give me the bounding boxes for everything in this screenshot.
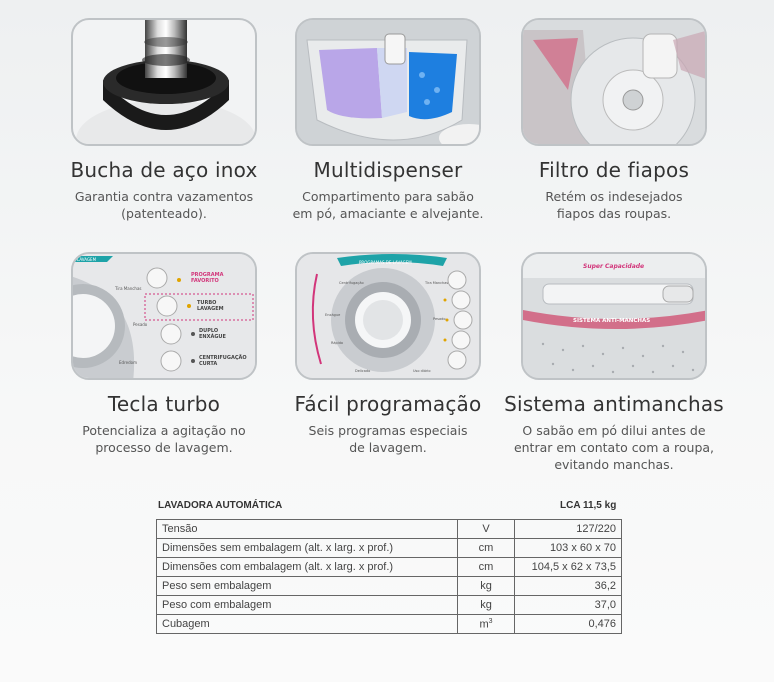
spec-unit-sup: 3	[488, 617, 493, 625]
feature-title: Multidispenser	[313, 158, 463, 182]
table-row	[157, 520, 622, 539]
spec-unit: cm	[458, 539, 515, 558]
prog-dial-label: Uso diário	[413, 369, 431, 373]
turbo-btn-duplo: DUPLO ENXÁGUE	[199, 328, 226, 340]
turbo-header: LAVAGEM	[77, 257, 97, 262]
anti-band-text: SISTEMA ANTI-MANCHAS	[573, 318, 651, 324]
filtro-image	[521, 18, 707, 146]
spec-table	[156, 519, 622, 634]
table-row	[157, 615, 622, 634]
table-row	[157, 558, 622, 577]
prog-dial-label: Tira Manchas	[425, 281, 449, 285]
turbo-btn-centrif: CENTRIFUGAÇÃO CURTA	[199, 355, 247, 367]
turbo-panel-image	[71, 252, 257, 380]
spec-value: 127/220	[515, 520, 622, 539]
spec-label: Tensão	[157, 520, 458, 539]
feature-title: Tecla turbo	[107, 392, 221, 416]
turbo-btn-favorito: PROGRAMA FAVORITO	[191, 272, 224, 284]
dispenser-image	[295, 18, 481, 146]
spec-value: 0,476	[515, 615, 622, 634]
spec-value: 36,2	[515, 577, 622, 596]
spec-value: 104,5 x 62 x 73,5	[515, 558, 622, 577]
spec-unit-base: m	[479, 618, 489, 631]
table-row	[157, 539, 622, 558]
spec-label: Dimensões com embalagem (alt. x larg. x prof.)	[157, 558, 458, 577]
bucha-image	[71, 18, 257, 146]
feature-filtro	[494, 18, 734, 222]
spec-label: Cubagem	[157, 615, 458, 634]
prog-dial-label: Centrifugação	[339, 281, 364, 285]
feature-title: Fácil programação	[294, 392, 482, 416]
feature-desc: Seis programas especiais de lavagem.	[308, 423, 468, 455]
spec-value: 103 x 60 x 70	[515, 539, 622, 558]
feature-title: Filtro de fiapos	[538, 158, 690, 182]
prog-dial-label: Enxágue	[325, 313, 341, 317]
spec-label: Peso com embalagem	[157, 596, 458, 615]
feature-antimanchas	[494, 252, 734, 473]
feature-title: Bucha de aço inox	[70, 158, 258, 182]
turbo-dial-label: Pesado	[133, 322, 148, 327]
spec-unit: V	[458, 520, 515, 539]
feature-desc: Garantia contra vazamentos (patenteado).	[74, 189, 254, 221]
spec-label: Peso sem embalagem	[157, 577, 458, 596]
turbo-btn-turbo: TURBO LAVAGEM	[197, 300, 224, 312]
spec-model: LCA 11,5 kg	[560, 500, 617, 511]
anti-top-text: Super Capacidade	[583, 263, 645, 270]
feature-title: Sistema antimanchas	[504, 392, 724, 416]
spec-unit: kg	[458, 596, 515, 615]
feature-turbo	[44, 252, 284, 456]
prog-dial-label: Rápido	[331, 341, 344, 345]
feature-bucha	[44, 18, 284, 222]
prog-header: PROGRAMAS DE LAVAGEM	[359, 260, 412, 265]
antimanchas-image	[521, 252, 707, 380]
spec-unit	[458, 615, 515, 634]
spec-value: 37,0	[515, 596, 622, 615]
spec-unit: cm	[458, 558, 515, 577]
feature-desc: Retém os indesejados fiapos das roupas.	[545, 189, 683, 221]
spec-title: LAVADORA AUTOMÁTICA	[158, 500, 283, 511]
prog-dial-label: Delicado	[355, 369, 371, 373]
prog-dial-label: Pesado	[433, 317, 446, 321]
turbo-dial-label: Tira Manchas	[115, 286, 142, 291]
table-row	[157, 596, 622, 615]
spec-label: Dimensões sem embalagem (alt. x larg. x prof.)	[157, 539, 458, 558]
feature-desc: Compartimento para sabão em pó, amaciante e alvejante.	[292, 189, 484, 221]
feature-multidispenser	[268, 18, 508, 222]
feature-programacao	[268, 252, 508, 456]
table-row	[157, 577, 622, 596]
feature-desc: O sabão em pó dilui antes de entrar em contato com a roupa, evitando manchas.	[513, 423, 715, 472]
turbo-dial-label: Edredom	[119, 360, 137, 365]
feature-desc: Potencializa a agitação no processo de lavagem.	[82, 423, 246, 455]
programacao-panel-image	[295, 252, 481, 380]
spec-unit: kg	[458, 577, 515, 596]
